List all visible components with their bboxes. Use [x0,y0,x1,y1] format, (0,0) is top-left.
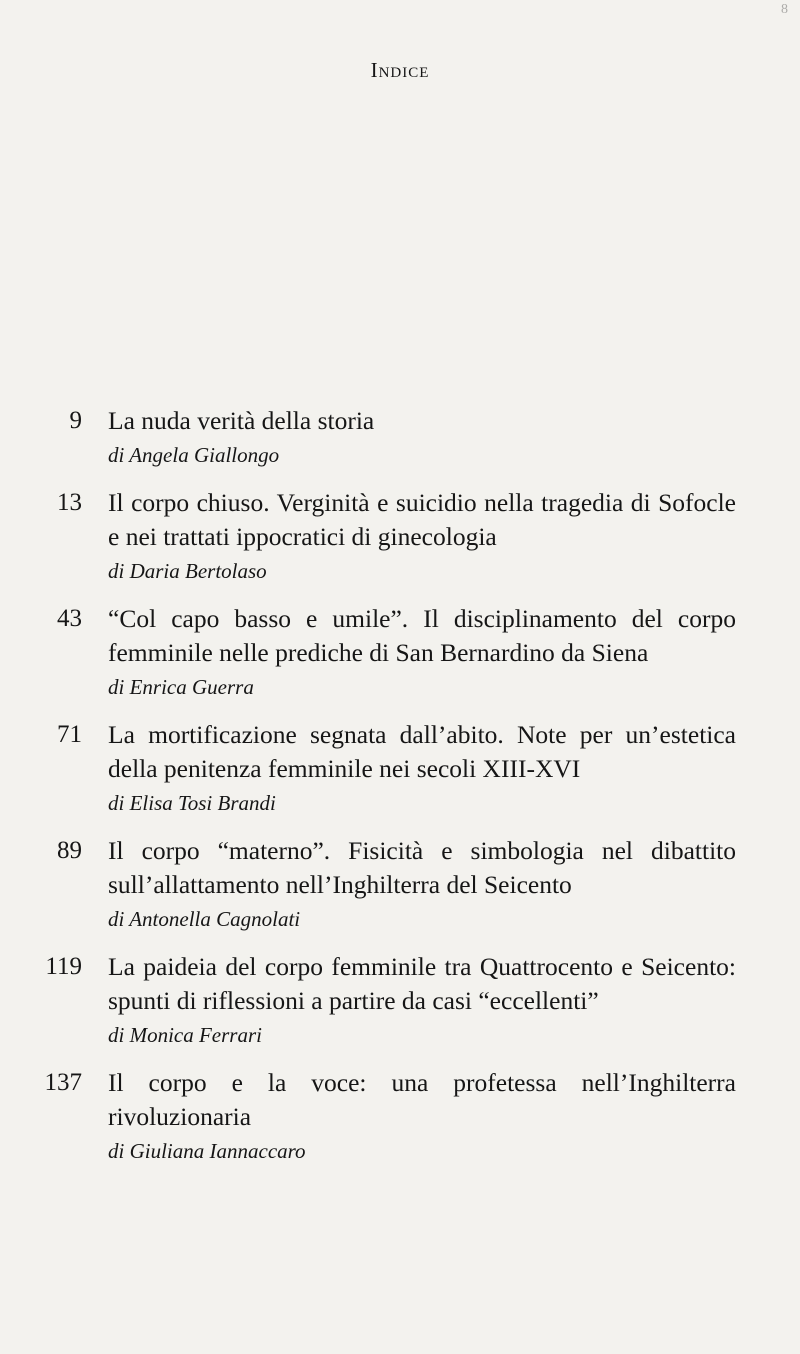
entry-author: di Angela Giallongo [108,443,280,467]
entry-author: di Antonella Cagnolati [108,907,301,931]
entry-title: La nuda verità della storia [108,406,375,435]
entry-author: di Daria Bertolaso [108,559,267,583]
entry-title: Il corpo e la voce: una profetessa nell’Inghilterra rivoluzionaria [108,1068,736,1131]
entry-author: di Elisa Tosi Brandi [108,791,276,815]
entry-title: La paideia del corpo femminile tra Quattrocento e Seicento: spunti di riflessioni a partire da casi “eccellenti” [108,952,736,1015]
entry-author: di Monica Ferrari [108,1023,262,1047]
page-number: 43 [57,605,82,632]
page-number: 13 [57,489,82,516]
toc-entry [0,404,800,470]
page-number: 71 [57,721,82,748]
entry-body [108,486,736,586]
entry-title: “Col capo basso e umile”. Il disciplinamento del corpo femminile nelle prediche di San Bernardino da Siena [108,604,736,667]
page-number: 137 [44,1069,82,1096]
page-number: 9 [69,407,82,434]
entry-title: Il corpo chiuso. Verginità e suicidio nella tragedia di Sofocle e nei trattati ippocratici di ginecologia [108,488,736,551]
entry-author: di Enrica Guerra [108,675,254,699]
entry-title: La mortificazione segnata dall’abito. Note per un’estetica della penitenza femminile nei secoli XIII-XVI [108,720,736,783]
page-title: Indice [370,58,430,82]
toc-entry [0,834,800,934]
toc-entry [0,1066,800,1166]
entry-body [108,718,736,818]
entry-body [108,602,736,702]
toc-entry [0,602,800,702]
entry-body [108,834,736,934]
page-number: 119 [45,953,82,980]
toc-entry [0,950,800,1050]
entry-title: Il corpo “materno”. Fisicità e simbologia nel dibattito sull’allattamento nell’Inghilterra del Seicento [108,836,736,899]
page-number: 89 [57,837,82,864]
toc-entry [0,486,800,586]
entry-body [108,404,736,470]
entry-author: di Giuliana Iannaccaro [108,1139,306,1163]
table-of-contents [0,404,800,1182]
corner-mark: 8 [781,2,788,17]
entry-body [108,1066,736,1166]
toc-entry [0,718,800,818]
entry-body [108,950,736,1050]
